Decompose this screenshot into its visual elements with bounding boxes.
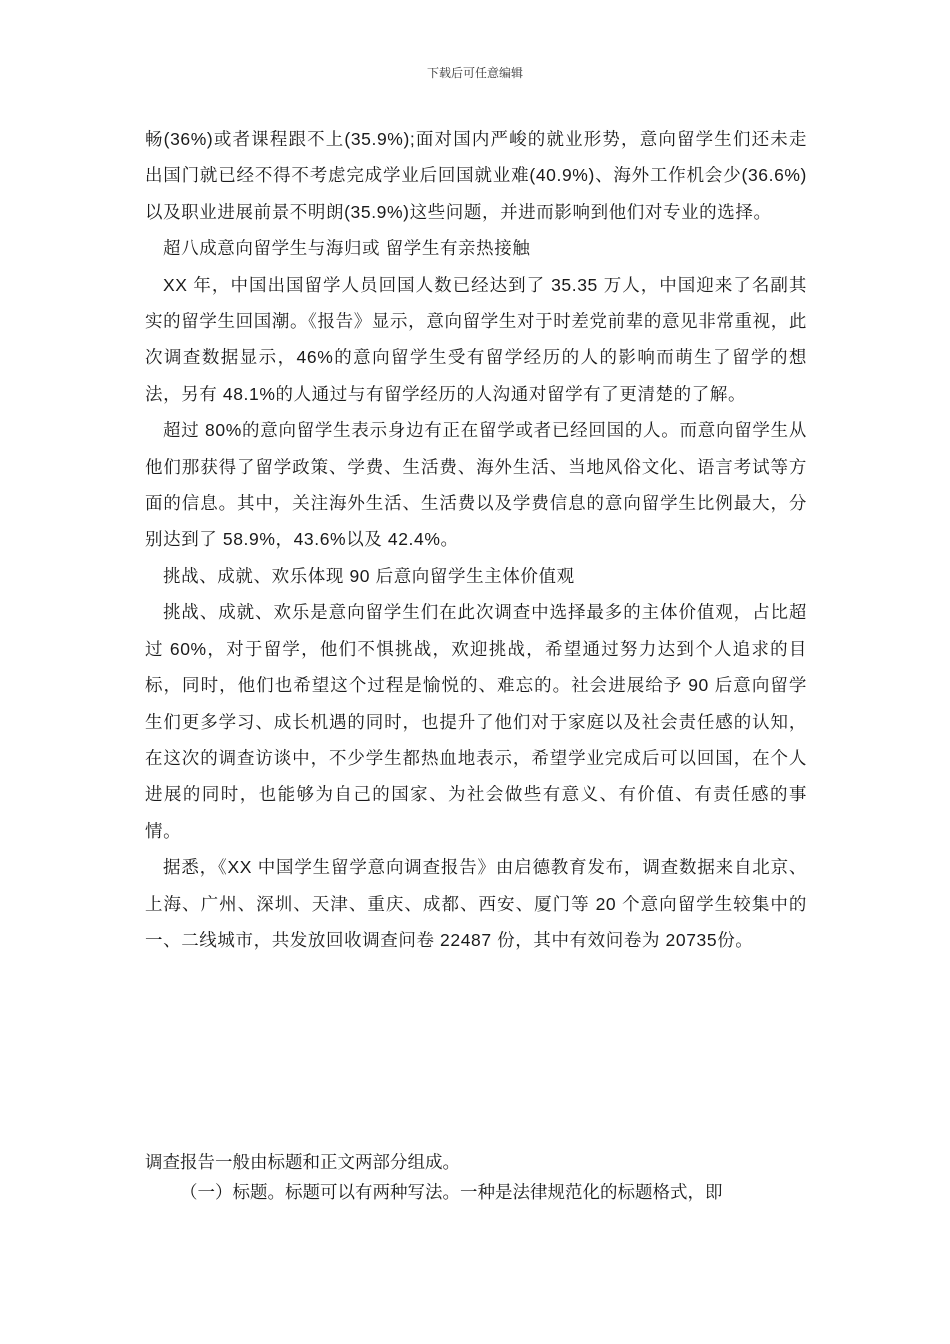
paragraph: 畅(36%)或者课程跟不上(35.9%);面对国内严峻的就业形势，意向留学生们还未走出国门就已经不得不考虑完成学业后回国就业难(40.9%)、海外工作机会少(36.6%)以及职业进展前景不明朗(35.9%)这些问题，并进而影响到他们对专业的选择。 <box>145 129 807 222</box>
section-heading: 挑战、成就、欢乐体现 90 后意向留学生主体价值观 <box>163 565 575 586</box>
paragraph: （一）标题。标题可以有两种写法。一种是法律规范化的标题格式，即 <box>180 1183 723 1203</box>
section-heading: 超八成意向留学生与海归或 留学生有亲热接触 <box>163 238 531 259</box>
document-body <box>145 121 807 958</box>
paragraph: 据悉，《XX 中国学生留学意向调查报告》由启德教育发布，调查数据来自北京、上海、广州、深圳、天津、重庆、成都、西安、厦门等 20 个意向留学生较集中的一、二线城市，共发放回收调查问卷 22487 份，其中有效问卷为 20735份。 <box>145 857 807 950</box>
paragraph: 超过 80%的意向留学生表示身边有正在留学或者已经回国的人。而意向留学生从他们那获得了留学政策、学费、生活费、海外生活、当地风俗文化、语言考试等方面的信息。其中，关注海外生活、生活费以及学费信息的意向留学生比例最大，分别达到了 58.9%，43.6%以及 42.4%。 <box>145 420 807 550</box>
paragraph: 调查报告一般由标题和正文两部分组成。 <box>145 1153 460 1173</box>
paragraph: 挑战、成就、欢乐是意向留学生们在此次调查中选择最多的主体价值观，占比超过 60%，对于留学，他们不惧挑战，欢迎挑战，希望通过努力达到个人追求的目标，同时，他们也希望这个过程是愉悦的、难忘的。社会进展给予 90 后意向留学生们更多学习、成长机遇的同时，也提升了他们对于家庭以及社会责任感的认知，在这次的调查访谈中，不少学生都热血地表示，希望学业完成后可以回国，在个人进展的同时，也能够为自己的国家、为社会做些有意义、有价值、有责任感的事情。 <box>145 602 807 841</box>
page-header: 下载后可任意编辑 <box>426 66 523 80</box>
report-format-section <box>145 1148 807 1208</box>
paragraph: XX 年，中国出国留学人员回国人数已经达到了 35.35 万人，中国迎来了名副其实的留学生回国潮。《报告》显示，意向留学生对于时差党前辈的意见非常重视，此次调查数据显示，46%的意向留学生受有留学经历的人的影响而萌生了留学的想法，另有 48.1%的人通过与有留学经历的人沟通对留学有了更清楚的了解。 <box>145 274 807 404</box>
